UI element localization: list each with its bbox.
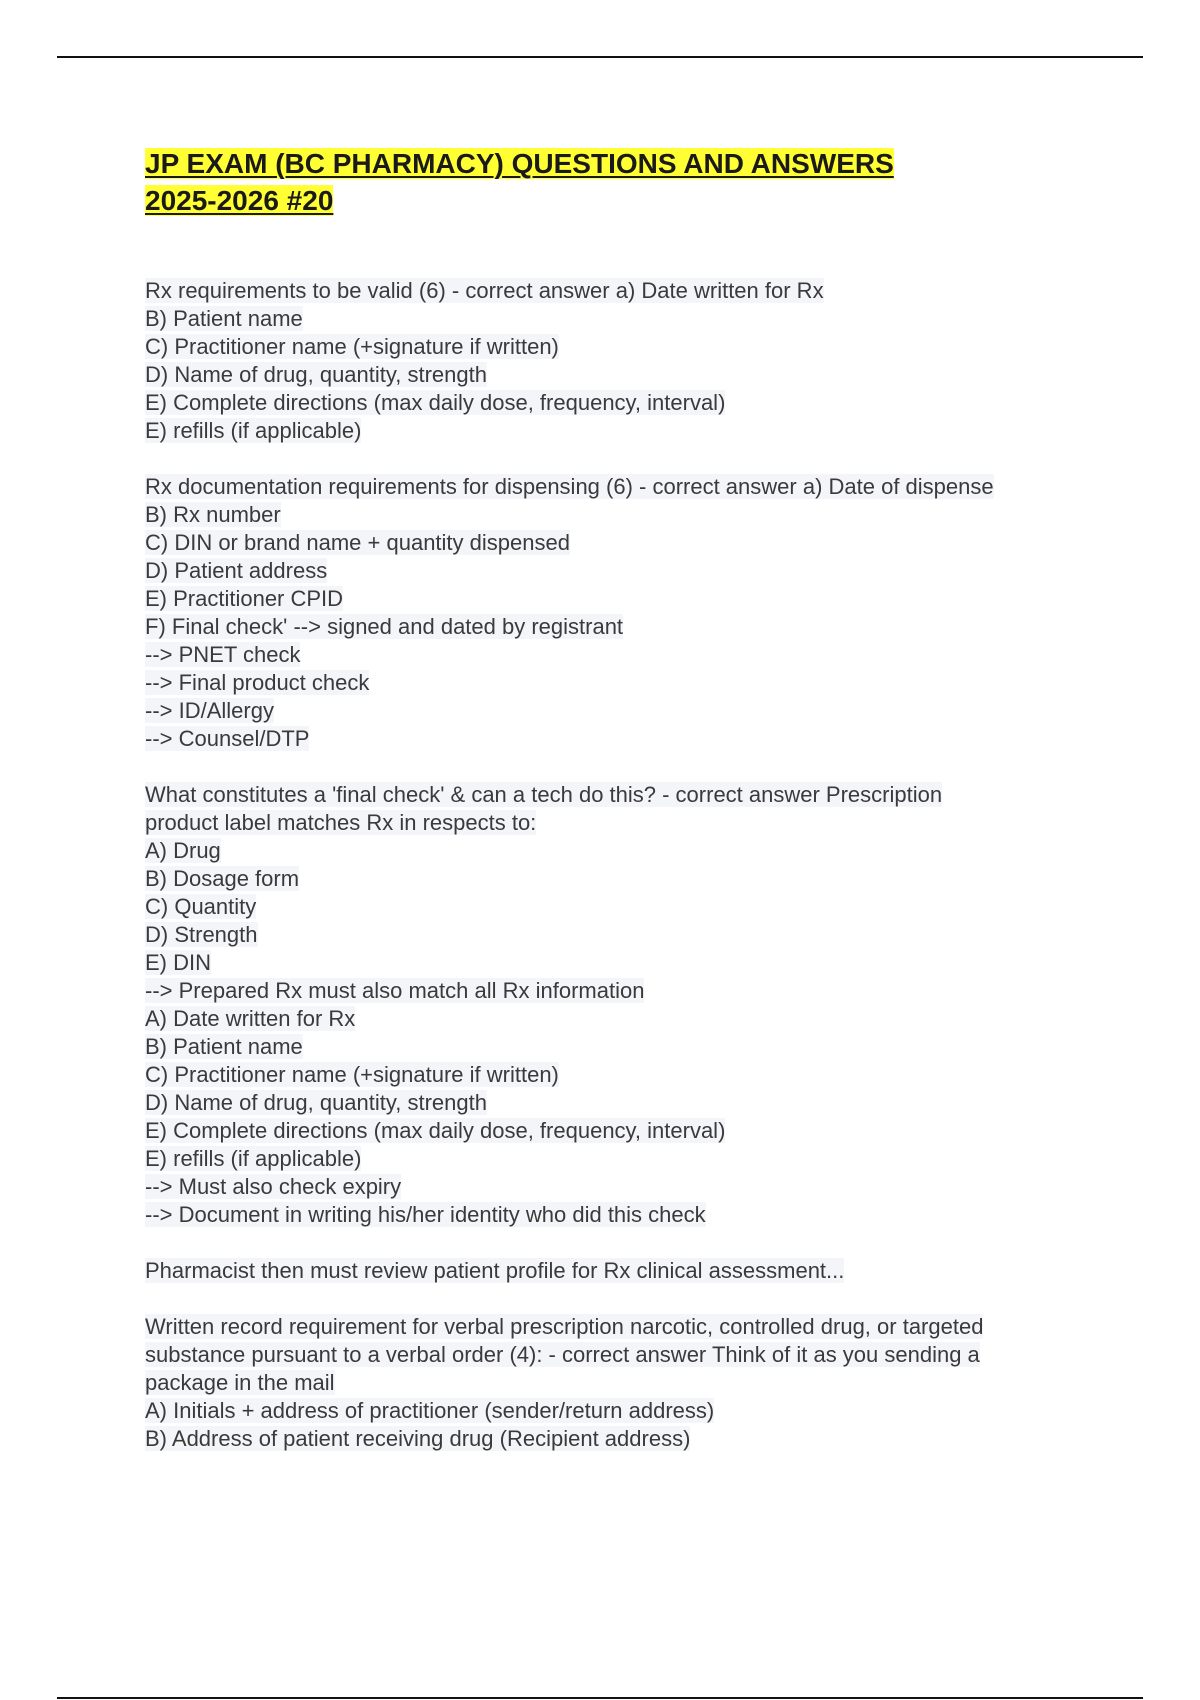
- qa-block-pharmacist-review: [145, 1257, 1085, 1285]
- text-line: --> ID/Allergy: [145, 698, 274, 723]
- text-line: --> Must also check expiry: [145, 1174, 402, 1199]
- text-line: --> Document in writing his/her identity who did this check: [145, 1202, 706, 1227]
- text-line: B) Address of patient receiving drug (Recipient address): [145, 1426, 691, 1451]
- text-line: B) Patient name: [145, 306, 303, 331]
- text-line: B) Dosage form: [145, 866, 300, 891]
- text-line: substance pursuant to a verbal order (4): - correct answer Think of it as you sending a: [145, 1342, 980, 1367]
- text-line: B) Rx number: [145, 502, 281, 527]
- title-line-2: 2025-2026 #20: [145, 185, 334, 216]
- text-line: E) Practitioner CPID: [145, 586, 344, 611]
- qa-block-rx-documentation: [145, 473, 1085, 753]
- text-line: --> Prepared Rx must also match all Rx information: [145, 978, 645, 1003]
- text-line: F) Final check' --> signed and dated by registrant: [145, 614, 624, 639]
- text-line: B) Patient name: [145, 1034, 303, 1059]
- footer-rule: [57, 1697, 1143, 1699]
- text-line: A) Drug: [145, 838, 221, 863]
- text-line: Written record requirement for verbal prescription narcotic, controlled drug, or targeted: [145, 1314, 984, 1339]
- text-line: D) Name of drug, quantity, strength: [145, 362, 487, 387]
- text-line: C) Practitioner name (+signature if written): [145, 334, 559, 359]
- text-line: package in the mail: [145, 1370, 335, 1395]
- text-line: D) Name of drug, quantity, strength: [145, 1090, 487, 1115]
- text-line: C) Quantity: [145, 894, 257, 919]
- text-line: What constitutes a 'final check' & can a tech do this? - correct answer Prescription: [145, 782, 943, 807]
- text-line: E) Complete directions (max daily dose, frequency, interval): [145, 390, 726, 415]
- text-line: product label matches Rx in respects to:: [145, 810, 537, 835]
- text-line: E) refills (if applicable): [145, 1146, 362, 1171]
- document-body: [145, 145, 1085, 1481]
- text-line: --> PNET check: [145, 642, 301, 667]
- title-line-1: JP EXAM (BC PHARMACY) QUESTIONS AND ANSWERS: [145, 148, 894, 179]
- text-line: E) Complete directions (max daily dose, frequency, interval): [145, 1118, 726, 1143]
- header-rule: [57, 56, 1143, 58]
- text-line: Rx documentation requirements for dispensing (6) - correct answer a) Date of dispense: [145, 474, 994, 499]
- text-line: C) DIN or brand name + quantity dispensed: [145, 530, 570, 555]
- qa-block-verbal-prescription: [145, 1313, 1085, 1453]
- text-line: --> Counsel/DTP: [145, 726, 310, 751]
- text-line: A) Initials + address of practitioner (sender/return address): [145, 1398, 715, 1423]
- text-line: D) Strength: [145, 922, 258, 947]
- text-line: Rx requirements to be valid (6) - correct answer a) Date written for Rx: [145, 278, 824, 303]
- text-line: D) Patient address: [145, 558, 328, 583]
- text-line: A) Date written for Rx: [145, 1006, 356, 1031]
- qa-block-rx-validity: [145, 277, 1085, 445]
- document-title: [145, 145, 1085, 219]
- qa-block-final-check: [145, 781, 1085, 1229]
- text-line: E) refills (if applicable): [145, 418, 362, 443]
- text-line: E) DIN: [145, 950, 211, 975]
- text-line: Pharmacist then must review patient profile for Rx clinical assessment...: [145, 1258, 845, 1283]
- text-line: --> Final product check: [145, 670, 370, 695]
- text-line: C) Practitioner name (+signature if written): [145, 1062, 559, 1087]
